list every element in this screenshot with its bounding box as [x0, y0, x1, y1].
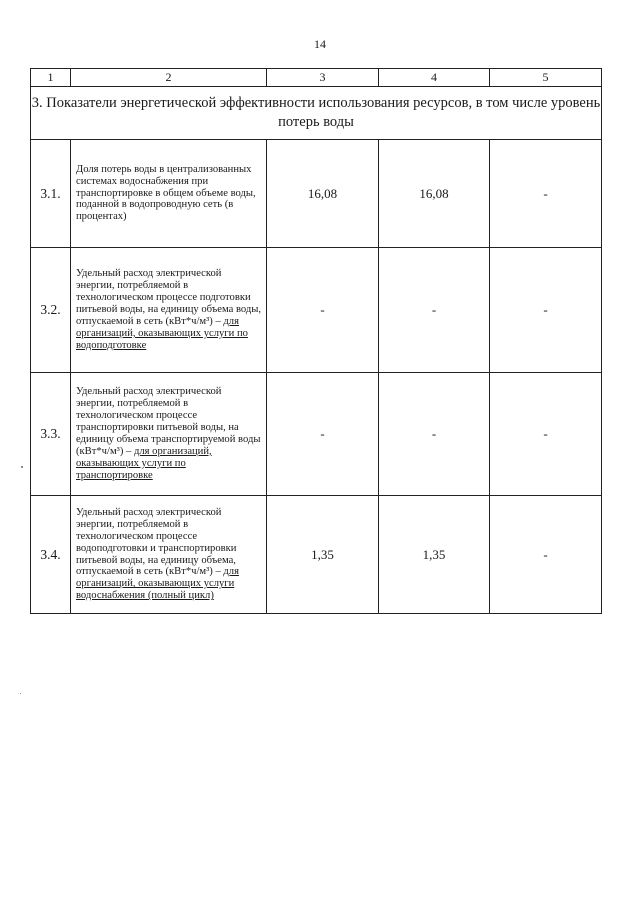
value-col5: - — [490, 496, 602, 614]
table-row — [31, 373, 602, 496]
value-col4: 1,35 — [379, 496, 490, 614]
row-number: 3.3. — [31, 373, 71, 496]
description-text: Доля потерь воды в централизованных системах водоснабжения при транспортировке в общем объеме воды, поданной в водопроводную сеть (в процентах) — [76, 163, 256, 223]
row-description — [71, 248, 267, 373]
value-col4: - — [379, 373, 490, 496]
table-row — [31, 496, 602, 614]
description-underlined: для организаций, оказывающих услуги по водоподготовке — [76, 315, 248, 351]
table-row — [31, 248, 602, 373]
scan-speck — [21, 466, 23, 468]
section-row — [31, 87, 602, 140]
value-col4: - — [379, 248, 490, 373]
column-header: 1 — [31, 69, 71, 87]
row-description — [71, 373, 267, 496]
indicators-table — [30, 68, 602, 614]
description-text: Удельный расход электрической энергии, потребляемой в технологическом процессе транспортировки питьевой воды, на единицу объема транспортируемой воды (кВт*ч/м³) – — [76, 386, 261, 457]
page-number: 14 — [314, 37, 326, 51]
description-text: Удельный расход электрической энергии, потребляемой в технологическом процессе подготовки питьевой воды, на единицу объема воды, отпускаемой в сеть (кВт*ч/м³) – — [76, 268, 262, 327]
value-col3: - — [267, 373, 379, 496]
row-number: 3.2. — [31, 248, 71, 373]
table-row — [31, 140, 602, 248]
column-header: 5 — [490, 69, 602, 87]
section-title: 3. Показатели энергетической эффективности использования ресурсов, в том числе уровень потерь воды — [31, 87, 602, 140]
column-header: 3 — [267, 69, 379, 87]
value-col5: - — [490, 248, 602, 373]
column-header-row — [31, 69, 602, 87]
column-header: 4 — [379, 69, 490, 87]
value-col3: 1,35 — [267, 496, 379, 614]
value-col5: - — [490, 140, 602, 248]
row-number: 3.1. — [31, 140, 71, 248]
value-col3: - — [267, 248, 379, 373]
column-header: 2 — [71, 69, 267, 87]
description-text: Удельный расход электрической энергии, потребляемой в технологическом процессе водоподготовки и транспортировки питьевой воды, на единицу объема, отпускаемой в сеть (кВт*ч/м³) – — [76, 506, 237, 578]
row-description — [71, 496, 267, 614]
description-underlined: для организаций, оказывающих услуги по транспортировке — [76, 445, 212, 481]
value-col3: 16,08 — [267, 140, 379, 248]
row-description — [71, 140, 267, 248]
scan-speck — [20, 693, 21, 694]
row-number: 3.4. — [31, 496, 71, 614]
description-underlined: для организаций, оказывающих услуги водоснабжения (полный цикл) — [76, 566, 239, 602]
value-col5: - — [490, 373, 602, 496]
value-col4: 16,08 — [379, 140, 490, 248]
